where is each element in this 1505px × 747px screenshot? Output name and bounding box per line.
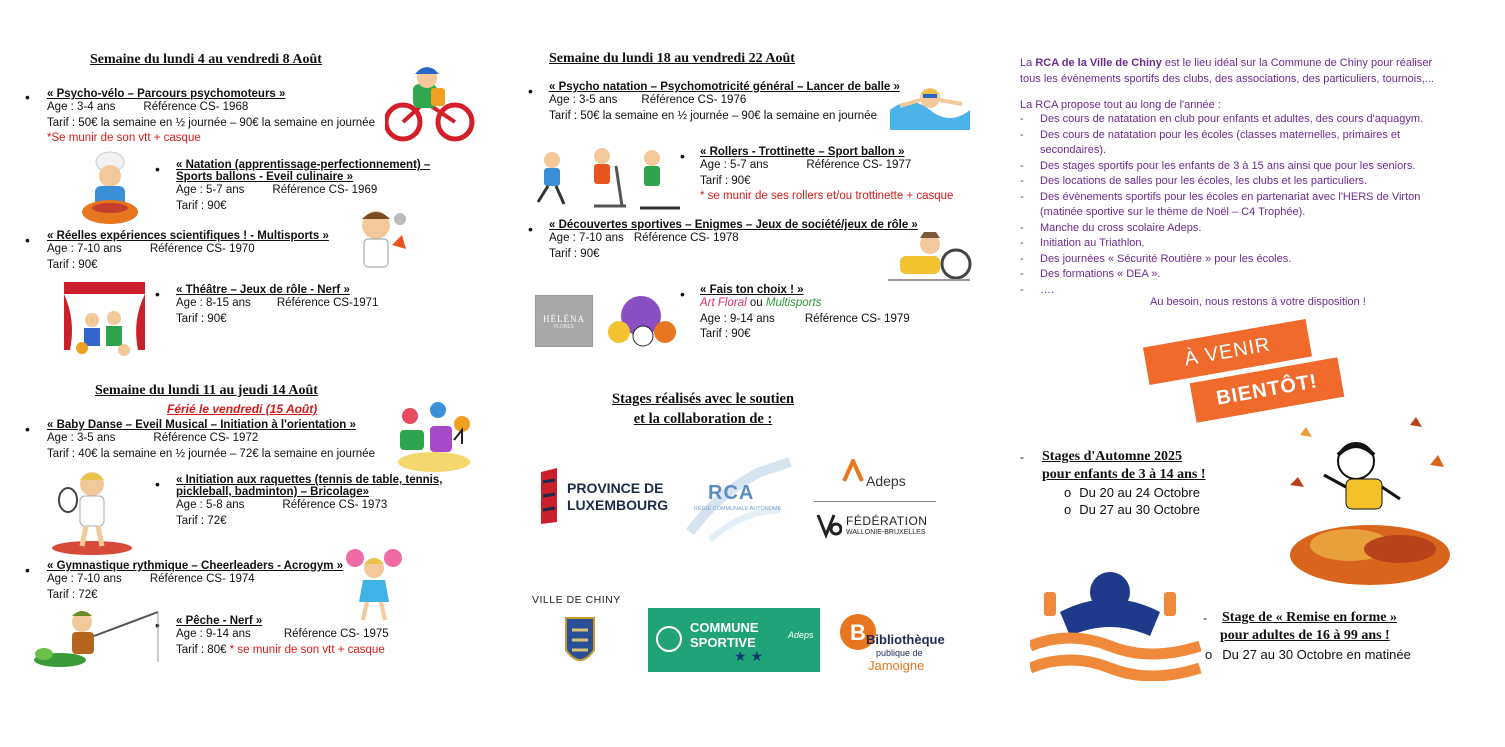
week1-title: Semaine du lundi 4 au vendredi 8 Août	[90, 52, 322, 67]
intro-line2: tous les évènements sportifs des clubs, des associations, des particuliers, tournois,...	[1020, 72, 1434, 85]
rca-propose: La RCA propose tout au long de l'année :	[1020, 99, 1221, 111]
activity-title: « Psycho-vélo – Parcours psychomoteurs »	[47, 88, 286, 100]
tarif: Tarif : 90€	[176, 312, 227, 325]
adult-date	[1205, 646, 1411, 663]
bullet: •	[528, 83, 533, 99]
commune-circle-icon	[654, 624, 684, 654]
activity-title: « Psycho natation – Psychomotricité général – Lancer de balle »	[549, 81, 900, 93]
autumn-date1: Du 20 au 24 Octobre	[1079, 485, 1200, 500]
commune-line2: SPORTIVE	[690, 635, 756, 650]
reference: Référence CS- 1977	[806, 159, 912, 171]
bullet: •	[155, 161, 160, 177]
note: * se munir de son vtt + casque	[229, 643, 385, 656]
rca-logo-sub: RÉGIE COMMUNALE AUTONOME	[694, 506, 782, 512]
rca-closing: Au besoin, nous restons à votre disposition !	[1150, 296, 1366, 308]
option-or: ou	[749, 297, 763, 309]
province-emblem-icon	[535, 462, 563, 528]
bullet: •	[155, 476, 160, 492]
activity-baby-danse	[47, 419, 375, 462]
activity-rollers	[700, 146, 953, 205]
note: * se munir de ses rollers et/ou trottinette + casque	[700, 190, 954, 202]
bullet: •	[25, 562, 30, 578]
tarif: Tarif : 40€ la semaine en ½ journée – 72€ la semaine en journée	[47, 447, 375, 460]
bibliotheque-logo	[838, 600, 945, 680]
activity-title: « Rollers - Trottinette – Sport ballon »	[700, 146, 905, 158]
commune-text	[690, 620, 759, 650]
reference: Référence CS- 1973	[282, 499, 388, 511]
list-item: - ….	[1020, 283, 1055, 296]
province-logo-text	[567, 480, 668, 514]
dash: -	[1020, 450, 1024, 464]
aquafitness-icon	[1030, 566, 1213, 681]
province-line2: LUXEMBOURG	[567, 497, 669, 513]
biblio-line2: publique de	[876, 648, 923, 658]
federation-logo-sub: WALLONIE-BRUXELLES	[846, 529, 926, 536]
circle-bullet: o	[1205, 647, 1213, 662]
activity-title: « Gymnastique rythmique – Cheerleaders - Acrogym »	[47, 560, 344, 572]
cheerleader-illustration	[345, 546, 403, 624]
activity-psycho-natation	[549, 81, 900, 124]
tarif: Tarif : 90€	[549, 247, 600, 260]
age: Age : 7-10 ans	[47, 243, 122, 255]
swimmer-illustration	[890, 80, 970, 130]
reference: Référence CS-1971	[276, 297, 379, 309]
tennis-child-illustration	[50, 462, 135, 557]
tarif: Tarif : 72€	[176, 514, 227, 527]
list-item: - Initiation au Triathlon.	[1020, 237, 1145, 249]
rca-services-list	[1020, 112, 1460, 298]
cooking-child-illustration	[75, 150, 145, 228]
sports-balls-illustration	[603, 292, 683, 347]
ferie-note: Férié le vendredi (15 Août)	[167, 402, 318, 416]
commune-sportive-logo	[648, 608, 820, 672]
age: Age : 3-5 ans	[549, 94, 618, 106]
activity-decouvertes	[549, 219, 918, 262]
detective-child-illustration	[880, 230, 980, 290]
tarif: Tarif : 72€	[47, 588, 98, 601]
tarif: Tarif : 90€	[47, 258, 98, 271]
age: Age : 9-14 ans	[700, 312, 775, 325]
autumn-date2: Du 27 au 30 Octobre	[1079, 502, 1200, 517]
biblio-line1: Bibliothèque	[866, 632, 945, 647]
activity-fais-ton-choix	[700, 284, 910, 343]
list-item: - Des stages sportifs pour les enfants de 3 à 15 ans ainsi que pour les seniors.	[1020, 159, 1416, 172]
adult-date-text: Du 27 au 30 Octobre en matinée	[1222, 647, 1411, 662]
bullet: •	[528, 221, 533, 237]
rca-logo	[680, 452, 800, 544]
intro-post: est le lieu idéal sur la Commune de Chiny pour réaliser	[1164, 57, 1433, 69]
adult-stage	[1222, 609, 1397, 645]
list-item: - Des cours de natatation en club pour enfants et adultes, des cours d'aquagym.	[1020, 113, 1424, 125]
helena-flores-logo	[535, 295, 593, 347]
reference: Référence CS- 1976	[641, 94, 747, 106]
commune-line1: COMMUNE	[690, 620, 759, 635]
tarif: Tarif : 50€ la semaine en ½ journée – 90€ la semaine en journée	[549, 109, 877, 122]
autumn-stages	[1042, 448, 1206, 518]
activity-theatre	[176, 284, 378, 327]
support-heading	[612, 389, 794, 429]
circle-bullet: o	[1064, 502, 1072, 517]
bullet: •	[155, 286, 160, 302]
helena-logo-text: HÉLÉNA	[543, 314, 585, 324]
theatre-illustration	[62, 280, 147, 362]
age: Age : 5-7 ans	[176, 184, 245, 196]
cyclist-illustration	[385, 66, 475, 144]
week3-title: Semaine du lundi 18 au vendredi 22 Août	[549, 51, 795, 66]
tarif: Tarif : 80€	[176, 643, 227, 656]
reference: Référence CS- 1968	[143, 101, 249, 113]
age: Age : 3-4 ans	[47, 101, 116, 113]
biblio-line3: Jamoigne	[868, 658, 925, 673]
activity-title: « Natation (apprentissage-perfectionnement) –	[176, 159, 431, 171]
adeps-federation-logo	[812, 455, 937, 543]
reference: Référence CS- 1979	[804, 312, 910, 325]
tarif: Tarif : 90€	[700, 174, 751, 187]
activity-raquettes	[176, 474, 442, 529]
age: Age : 3-5 ans	[47, 432, 116, 444]
reference: Référence CS- 1974	[149, 573, 255, 585]
logo-divider	[814, 501, 936, 502]
list-item: - Des cours de natatation pour les écoles (classes maternelles, primaires et	[1020, 128, 1401, 141]
banner-text-2: BIENTÔT!	[1214, 370, 1320, 410]
circle-bullet: o	[1064, 485, 1072, 500]
age: Age : 8-15 ans	[176, 297, 251, 309]
activity-title: « Pêche - Nerf »	[176, 615, 263, 627]
activity-title-cont: Sports ballons - Eveil culinaire »	[176, 171, 354, 183]
age: Age : 5-8 ans	[176, 499, 245, 511]
rollers-kids-illustration	[530, 146, 685, 216]
list-item: - Des journées « Sécurité Routière » pour les écoles.	[1020, 252, 1292, 265]
tarif: Tarif : 50€ la semaine en ½ journée – 90€ la semaine en journée	[47, 116, 375, 129]
activity-gymnastique	[47, 560, 343, 603]
autumn-title1: Stages d'Automne 2025	[1042, 449, 1183, 464]
svg-text:B: B	[850, 620, 866, 645]
activity-title-cont: pickleball, badminton) – Bricolage»	[176, 486, 369, 498]
activity-title: « Réelles expériences scientifiques ! - Multisports »	[47, 230, 329, 242]
list-item: - Des locations de salles pour les écoles, les clubs et les particuliers.	[1020, 175, 1368, 187]
intro-bold: RCA de la Ville de Chiny	[1035, 57, 1162, 69]
ville-chiny-logo	[532, 594, 637, 676]
option-multisports: Multisports	[765, 297, 822, 309]
age: Age : 9-14 ans	[176, 628, 251, 640]
bullet: •	[680, 286, 685, 302]
dash: -	[1203, 611, 1207, 625]
ville-logo-text: VILLE DE CHINY	[532, 594, 621, 606]
activity-title: « Fais ton choix ! »	[700, 284, 804, 296]
bullet: •	[25, 421, 30, 437]
support-line2: et la collaboration de :	[633, 411, 773, 427]
banner-text-1: À VENIR	[1182, 333, 1273, 371]
activity-sciences	[47, 230, 329, 273]
option-art-floral: Art Floral	[700, 297, 747, 309]
activity-title: « Baby Danse – Eveil Musical – Initiation à l'orientation »	[47, 419, 356, 431]
reference: Référence CS- 1969	[272, 184, 378, 196]
activity-title: « Initiation aux raquettes (tennis de table, tennis,	[176, 474, 443, 486]
autumn-leaves-child-illustration	[1280, 415, 1450, 585]
list-item: - Des formations « DEA ».	[1020, 268, 1161, 280]
tarif: Tarif : 90€	[700, 328, 751, 340]
list-item-cont: secondaires).	[1040, 144, 1107, 156]
age: Age : 7-10 ans	[47, 573, 122, 585]
activity-title: « Découvertes sportives – Enigmes – Jeux de société/jeux de rôle »	[549, 219, 918, 231]
list-item-cont: (matinée sportive sur le thème de Noël – C4 Trophée).	[1040, 206, 1306, 218]
reference: Référence CS- 1972	[153, 432, 259, 444]
fishing-man-illustration	[30, 606, 170, 670]
bullet: •	[25, 89, 30, 105]
bullet: •	[25, 232, 30, 248]
province-luxembourg-logo	[535, 462, 669, 530]
music-dance-illustration	[390, 396, 478, 474]
autumn-title2: pour enfants de 3 à 14 ans !	[1042, 467, 1206, 482]
week2-title: Semaine du lundi 11 au jeudi 14 Août	[95, 383, 318, 398]
activity-psycho-velo	[47, 88, 375, 147]
stars-icon: ★ ★	[734, 648, 763, 664]
age: Age : 7-10 ans	[549, 232, 624, 244]
reference: Référence CS- 1978	[633, 232, 739, 244]
intro-pre: La	[1020, 57, 1033, 69]
bullet: •	[680, 148, 685, 164]
adeps-icon	[842, 459, 864, 483]
province-line1: PROVINCE DE	[567, 480, 664, 496]
list-item: - Manche du cross scolaire Adeps.	[1020, 221, 1202, 234]
federation-logo-text: FÉDÉRATION	[846, 514, 928, 528]
support-line1: Stages réalisés avec le soutien	[612, 391, 795, 407]
reference: Référence CS- 1975	[283, 628, 389, 640]
helena-logo-sub: FLORES	[553, 324, 574, 330]
reference: Référence CS- 1970	[149, 243, 255, 255]
adult-title1: Stage de « Remise en forme »	[1222, 610, 1397, 625]
bullet: •	[155, 617, 160, 633]
scientist-child-illustration	[350, 205, 410, 280]
list-item: - Des évènements sportifs pour les écoles en partenariat avec l'HERS de Virton	[1020, 190, 1421, 203]
activity-title: « Théâtre – Jeux de rôle - Nerf »	[176, 284, 350, 296]
note: *Se munir de son vtt + casque	[47, 132, 201, 144]
tarif: Tarif : 90€	[176, 199, 227, 212]
rca-logo-text: RCA	[708, 482, 755, 504]
fwb-icon	[814, 511, 842, 539]
commune-adeps-text: Adeps	[788, 630, 814, 640]
rca-intro	[1020, 56, 1460, 87]
chiny-crest-icon	[560, 614, 600, 672]
adult-title2: pour adultes de 16 à 99 ans !	[1220, 628, 1390, 643]
adeps-logo-text: Adeps	[866, 473, 906, 489]
age: Age : 5-7 ans	[700, 159, 769, 171]
